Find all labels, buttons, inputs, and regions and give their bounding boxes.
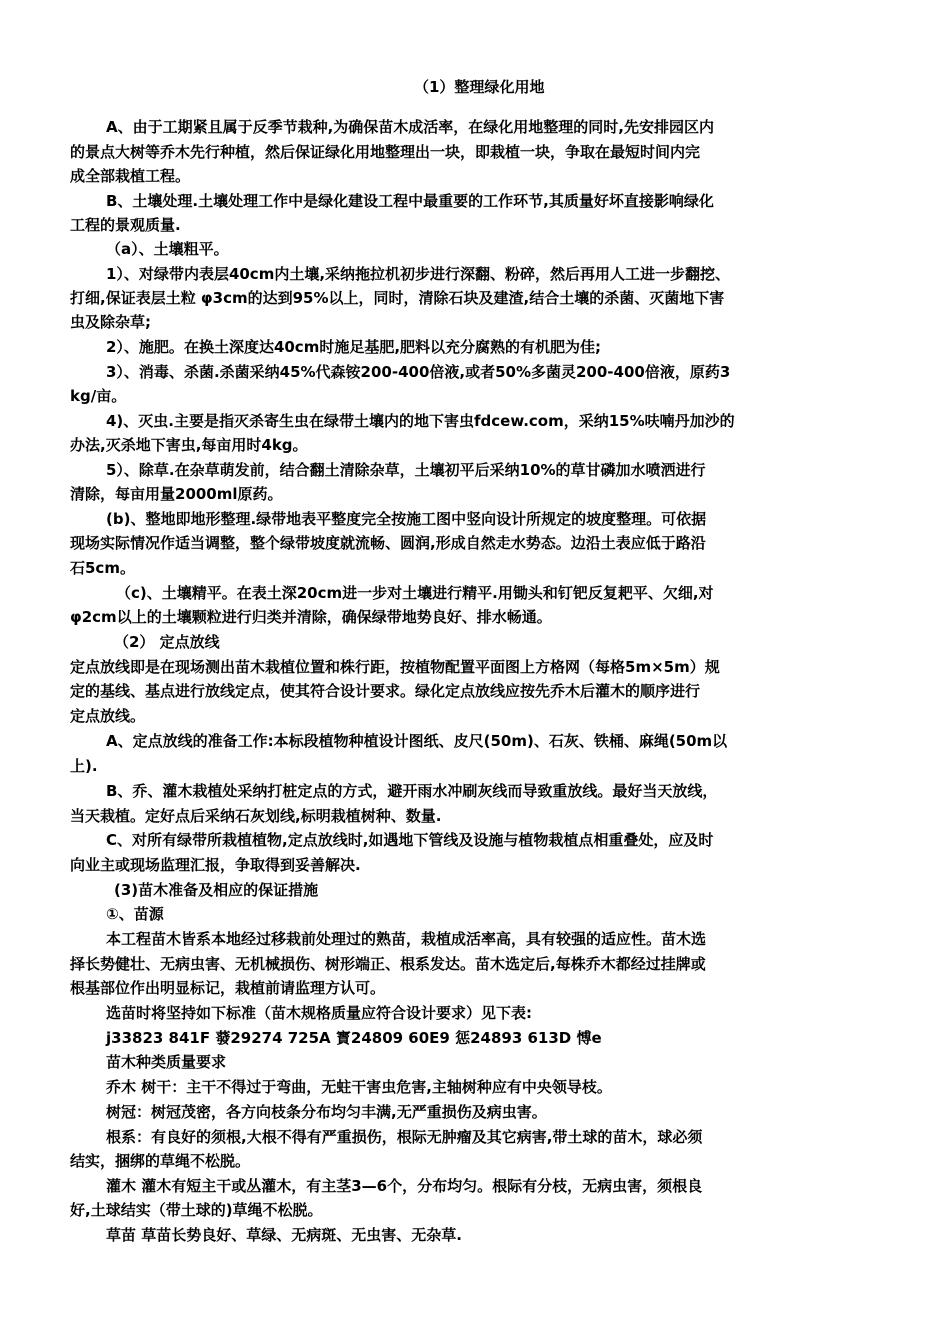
text-line: 乔木 树干：主干不得过于弯曲，无蛀干害虫危害,主轴树种应有中央领导枝。 [106,1078,612,1096]
text-line: A、由于工期紧且属于反季节栽种,为确保苗木成活率，在绿化用地整理的同时,先安排园区内 [106,118,715,136]
text-line: kg/亩。 [70,387,127,405]
text-line: B、乔、灌木栽植处采纳打桩定点的方式，避开雨水冲刷灰线而导致重放线。最好当天放线， [106,782,718,800]
text-line: 草苗 草苗长势良好、草绿、无病斑、无虫害、无杂草. [106,1226,462,1244]
subsection-heading: ①、苗源 [106,905,164,923]
text-line: 定点放线。 [70,707,146,725]
text-line: 向业主或现场监理汇报，争取得到妥善解决. [70,856,361,874]
text-line: 现场实际情况作适当调整，整个绿带坡度就流畅、圆润,形成自然走水势态。边沿土表应低于路沿 [70,534,706,552]
text-line: 打细,保证表层土粒 φ3cm的达到95%以上，同时，清除石块及建渣,结合土壤的杀菌、灭菌地下害 [70,289,725,307]
text-line: 结实，捆绑的草绳不松脱。 [70,1152,251,1170]
text-line: 5）、除草.在杂草萌发前，结合翻土清除杂草，土壤初平后采纳10%的草甘磷加水喷洒进行 [106,461,706,479]
text-line: j33823 841F 蕟29274 725A 寳24809 60E9 惩24893 613D 愽e [106,1029,602,1047]
text-line: A、定点放线的准备工作:本标段植物种植设计图纸、皮尺(50m)、石灰、铁桶、麻绳(50m以 [106,732,728,750]
text-line: 工程的景观质量. [70,216,181,234]
text-line: 办法,灭杀地下害虫,每亩用时4kg。 [70,436,308,454]
text-line: (b)、整地即地形整理.绿带地表平整度完全按施工图中竖向设计所规定的坡度整理。可依据 [106,510,707,528]
text-line: 成全部栽植工程。 [70,167,191,185]
text-line: B、土壤处理.土壤处理工作中是绿化建设工程中最重要的工作环节,其质量好坏直接影响绿化 [106,192,714,210]
text-line: 4)、灭虫.主要是指灭杀寄生虫在绿带土壤内的地下害虫fdcew.com，采纳15%呋喃丹加沙的 [106,412,735,430]
text-line: 3）、消毒、杀菌.杀菌采纳45%代森铵200-400倍液,或者50%多菌灵200-400倍液，原药3 [106,363,731,381]
text-line: 灌木 灌木有短主干或丛灌木，有主茎3—6个，分布均匀。根际有分枝，无病虫害，须根良 [106,1177,703,1195]
text-line: 定点放线即是在现场测出苗木栽植位置和株行距，按植物配置平面图上方格网（每格5m×5m）规 [70,658,720,676]
text-line: 好,土球结实（带土球的)草绳不松脱。 [70,1201,323,1219]
text-line: 择长势健壮、无病虫害、无机械损伤、树形端正、根系发达。苗木选定后,每株乔木都经过挂牌或 [70,955,706,973]
text-line: φ2cm以上的土壤颗粒进行归类并清除，确保绿带地势良好、排水畅通。 [70,608,552,626]
section-heading: (3)苗木准备及相应的保证措施 [114,881,319,899]
section-heading: （1）整理绿化用地 [414,78,545,96]
text-line: 上). [70,757,98,775]
text-line: 2）、施肥。在换土深度达40cm时施足基肥,肥料以充分腐熟的有机肥为佳; [106,338,602,356]
text-line: 当天栽植。定好点后采纳石灰划线,标明栽植树种、数量. [70,807,442,825]
text-line: 的景点大树等乔木先行种植，然后保证绿化用地整理出一块，即栽植一块，争取在最短时间内完 [70,143,701,161]
text-line: 清除，每亩用量2000ml原药。 [70,485,283,503]
text-line: 根系：有良好的须根,大根不得有严重损伤，根际无肿瘤及其它病害,带土球的苗木，球必须 [106,1128,703,1146]
text-line: 定的基线、基点进行放线定点，使其符合设计要求。绿化定点放线应按先乔木后灌木的顺序进行 [70,682,701,700]
text-line: 选苗时将坚持如下标准（苗木规格质量应符合设计要求）见下表: [106,1004,533,1022]
text-line: 石5cm。 [70,559,135,577]
text-line: 根基部位作出明显标记，栽植前请监理方认可。 [70,979,386,997]
text-line: 1）、对绿带内表层40cm内土壤,采纳拖拉机初步进行深翻、粉碎，然后再用人工进一步翻挖、 [106,265,731,283]
text-line: 树冠：树冠茂密，各方向枝条分布均匀丰满,无严重损伤及病虫害。 [106,1103,547,1121]
text-line: 本工程苗木皆系本地经过移栽前处理过的熟苗，栽植成活率高，具有较强的适应性。苗木选 [106,930,707,948]
text-line: 虫及除杂草; [70,313,151,331]
text-line: （a）、土壤粗平。 [106,240,229,258]
text-line: （c)、土壤精平。在表土深20cm进一步对土壤进行精平.用锄头和钉钯反复耙平、欠细,对 [116,584,714,602]
text-line: 苗木种类质量要求 [106,1053,227,1071]
text-line: C、对所有绿带所栽植植物,定点放线时,如遇地下管线及设施与植物栽植点相重叠处，应及时 [106,831,714,849]
section-heading: （2） 定点放线 [114,633,220,651]
